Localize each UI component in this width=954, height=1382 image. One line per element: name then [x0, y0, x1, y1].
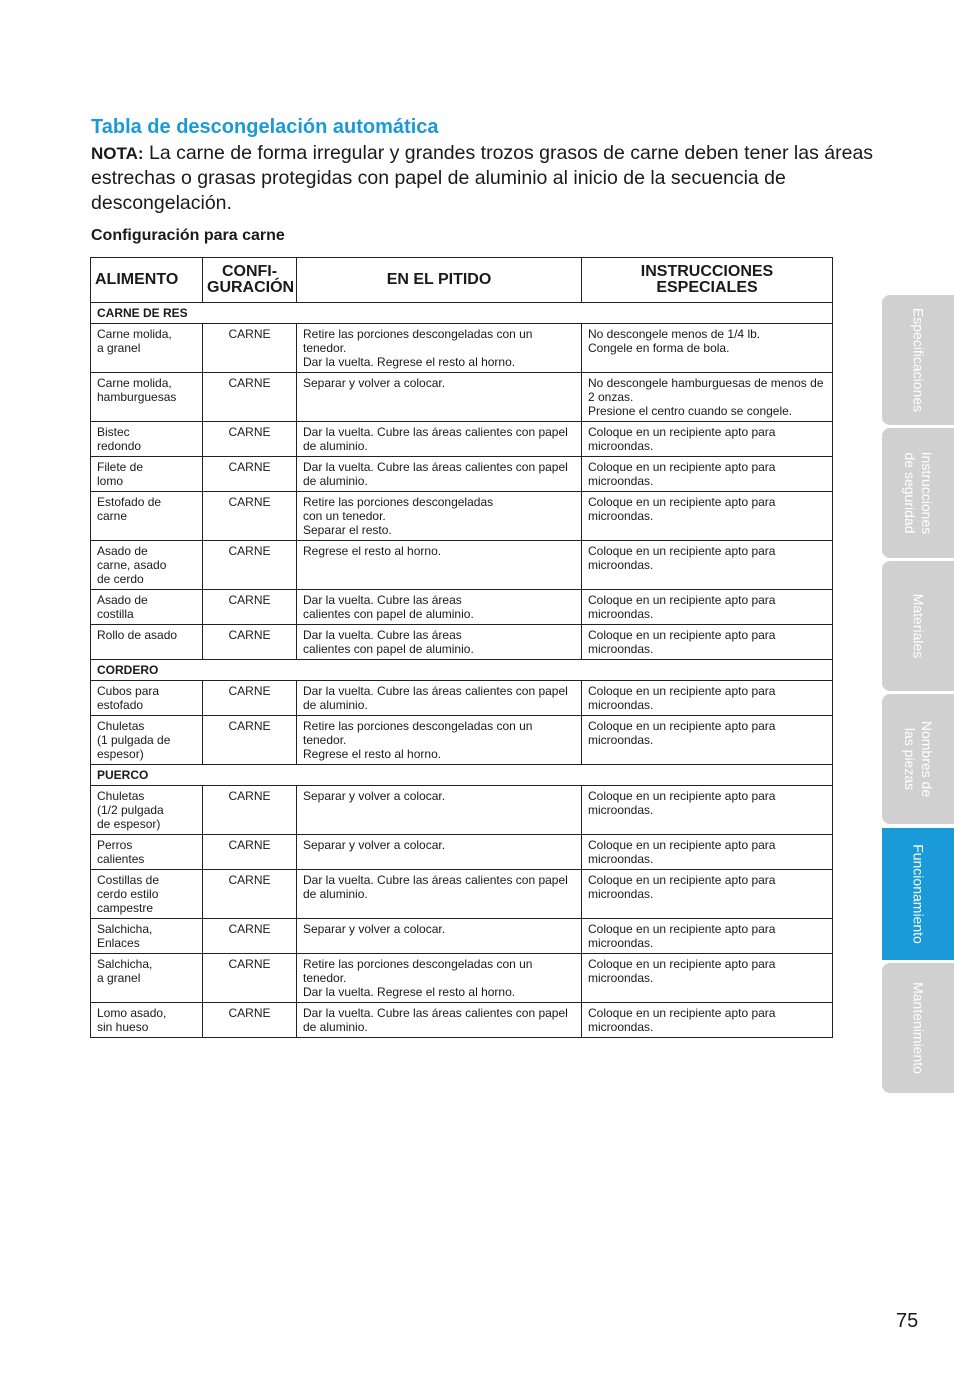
tab-funcionamiento[interactable]: [882, 828, 954, 960]
cell-alimento: Salchicha, a granel: [91, 954, 203, 1003]
section-title: PUERCO: [91, 765, 833, 786]
page-number: 75: [896, 1310, 919, 1332]
cell-configuracion: CARNE: [203, 492, 297, 541]
cell-alimento: Salchicha, Enlaces: [91, 919, 203, 954]
cell-alimento: Estofado de carne: [91, 492, 203, 541]
cell-pitido: Regrese el resto al horno.: [297, 541, 582, 590]
cell-pitido: Retire las porciones descongeladas con un tenedor. Dar la vuelta. Regrese el resto al horno.: [297, 954, 582, 1003]
section-row: [91, 660, 833, 681]
table-subtitle: Configuración para carne: [91, 227, 285, 244]
cell-instrucciones: Coloque en un recipiente apto para microondas.: [582, 492, 833, 541]
tab-label: Nombres de las piezas: [902, 720, 935, 798]
cell-configuracion: CARNE: [203, 590, 297, 625]
cell-configuracion: CARNE: [203, 324, 297, 373]
cell-pitido: Dar la vuelta. Cubre las áreas calientes con papel de aluminio.: [297, 457, 582, 492]
cell-instrucciones: Coloque en un recipiente apto para microondas.: [582, 422, 833, 457]
cell-pitido: Dar la vuelta. Cubre las áreas calientes con papel de aluminio.: [297, 681, 582, 716]
cell-pitido: Separar y volver a colocar.: [297, 373, 582, 422]
header-instrucciones: INSTRUCCIONES ESPECIALES: [582, 258, 833, 303]
cell-alimento: Chuletas (1 pulgada de espesor): [91, 716, 203, 765]
table-row: [91, 457, 833, 492]
cell-alimento: Chuletas (1/2 pulgada de espesor): [91, 786, 203, 835]
tab-label: Funcionamiento: [910, 844, 927, 944]
tab-label: Mantenimiento: [910, 982, 927, 1074]
cell-pitido: Retire las porciones descongeladas con un tenedor. Separar el resto.: [297, 492, 582, 541]
cell-configuracion: CARNE: [203, 870, 297, 919]
cell-pitido: Dar la vuelta. Cubre las áreas calientes con papel de aluminio.: [297, 1003, 582, 1038]
cell-alimento: Perros calientes: [91, 835, 203, 870]
table-row: [91, 835, 833, 870]
table-row: [91, 373, 833, 422]
cell-configuracion: CARNE: [203, 835, 297, 870]
cell-pitido: Dar la vuelta. Cubre las áreas calientes con papel de aluminio.: [297, 590, 582, 625]
tab-especificaciones[interactable]: [882, 295, 954, 425]
cell-configuracion: CARNE: [203, 681, 297, 716]
cell-alimento: Costillas de cerdo estilo campestre: [91, 870, 203, 919]
table-row: [91, 786, 833, 835]
note-label: NOTA:: [91, 144, 144, 163]
cell-instrucciones: Coloque en un recipiente apto para microondas.: [582, 786, 833, 835]
cell-pitido: Dar la vuelta. Cubre las áreas calientes con papel de aluminio.: [297, 422, 582, 457]
section-row: [91, 765, 833, 786]
section-title: CARNE DE RES: [91, 303, 833, 324]
note-text: La carne de forma irregular y grandes trozos grasos de carne deben tener las áreas estrechas o grasas protegidas con papel de aluminio al inicio de la secuencia de descongelación.: [91, 142, 874, 214]
header-en-el-pitido: EN EL PITIDO: [297, 258, 582, 303]
defrost-table: [90, 257, 833, 1038]
cell-pitido: Separar y volver a colocar.: [297, 835, 582, 870]
page-title: Tabla de descongelación automática: [91, 116, 439, 138]
cell-configuracion: CARNE: [203, 541, 297, 590]
cell-configuracion: CARNE: [203, 422, 297, 457]
cell-configuracion: CARNE: [203, 457, 297, 492]
cell-instrucciones: Coloque en un recipiente apto para microondas.: [582, 954, 833, 1003]
cell-configuracion: CARNE: [203, 954, 297, 1003]
cell-configuracion: CARNE: [203, 1003, 297, 1038]
cell-instrucciones: Coloque en un recipiente apto para microondas.: [582, 716, 833, 765]
cell-instrucciones: Coloque en un recipiente apto para microondas.: [582, 457, 833, 492]
cell-instrucciones: Coloque en un recipiente apto para microondas.: [582, 541, 833, 590]
tab-materiales[interactable]: [882, 561, 954, 691]
table-row: [91, 870, 833, 919]
table-row: [91, 716, 833, 765]
cell-pitido: Retire las porciones descongeladas con un tenedor. Dar la vuelta. Regrese el resto al horno.: [297, 324, 582, 373]
cell-configuracion: CARNE: [203, 786, 297, 835]
note-paragraph: [91, 141, 891, 216]
cell-configuracion: CARNE: [203, 625, 297, 660]
header-alimento: ALIMENTO: [91, 258, 203, 303]
cell-instrucciones: Coloque en un recipiente apto para microondas.: [582, 919, 833, 954]
cell-alimento: Asado de costilla: [91, 590, 203, 625]
cell-instrucciones: Coloque en un recipiente apto para microondas.: [582, 681, 833, 716]
cell-pitido: Retire las porciones descongeladas con un tenedor. Regrese el resto al horno.: [297, 716, 582, 765]
table-row: [91, 625, 833, 660]
cell-alimento: Carne molida, hamburguesas: [91, 373, 203, 422]
cell-configuracion: CARNE: [203, 919, 297, 954]
table-header-row: [91, 258, 833, 303]
table-row: [91, 919, 833, 954]
cell-instrucciones: Coloque en un recipiente apto para microondas.: [582, 870, 833, 919]
cell-alimento: Cubos para estofado: [91, 681, 203, 716]
cell-alimento: Carne molida, a granel: [91, 324, 203, 373]
cell-instrucciones: No descongele menos de 1/4 lb. Congele en forma de bola.: [582, 324, 833, 373]
cell-configuracion: CARNE: [203, 373, 297, 422]
tab-mantenimiento[interactable]: [882, 963, 954, 1093]
tab-label: Especificaciones: [910, 307, 927, 413]
cell-alimento: Rollo de asado: [91, 625, 203, 660]
cell-alimento: Asado de carne, asado de cerdo: [91, 541, 203, 590]
cell-configuracion: CARNE: [203, 716, 297, 765]
cell-alimento: Filete de lomo: [91, 457, 203, 492]
cell-instrucciones: Coloque en un recipiente apto para microondas.: [582, 1003, 833, 1038]
tab-label: Instrucciones de seguridad: [902, 451, 935, 535]
header-configuracion: CONFI- GURACIÓN: [203, 258, 297, 303]
table-row: [91, 324, 833, 373]
cell-instrucciones: No descongele hamburguesas de menos de 2 onzas. Presione el centro cuando se congele.: [582, 373, 833, 422]
tab-label: Materiales: [910, 593, 927, 659]
cell-alimento: Bistec redondo: [91, 422, 203, 457]
section-row: [91, 303, 833, 324]
tab-instrucciones-seguridad[interactable]: [882, 428, 954, 558]
cell-pitido: Separar y volver a colocar.: [297, 786, 582, 835]
tab-nombres-piezas[interactable]: [882, 694, 954, 824]
section-title: CORDERO: [91, 660, 833, 681]
cell-pitido: Separar y volver a colocar.: [297, 919, 582, 954]
table-row: [91, 681, 833, 716]
table-row: [91, 590, 833, 625]
cell-pitido: Dar la vuelta. Cubre las áreas calientes con papel de aluminio.: [297, 870, 582, 919]
table-row: [91, 492, 833, 541]
table-row: [91, 954, 833, 1003]
table-row: [91, 1003, 833, 1038]
cell-instrucciones: Coloque en un recipiente apto para microondas.: [582, 625, 833, 660]
table-row: [91, 422, 833, 457]
cell-instrucciones: Coloque en un recipiente apto para microondas.: [582, 835, 833, 870]
cell-pitido: Dar la vuelta. Cubre las áreas calientes con papel de aluminio.: [297, 625, 582, 660]
table-row: [91, 541, 833, 590]
cell-alimento: Lomo asado, sin hueso: [91, 1003, 203, 1038]
cell-instrucciones: Coloque en un recipiente apto para microondas.: [582, 590, 833, 625]
